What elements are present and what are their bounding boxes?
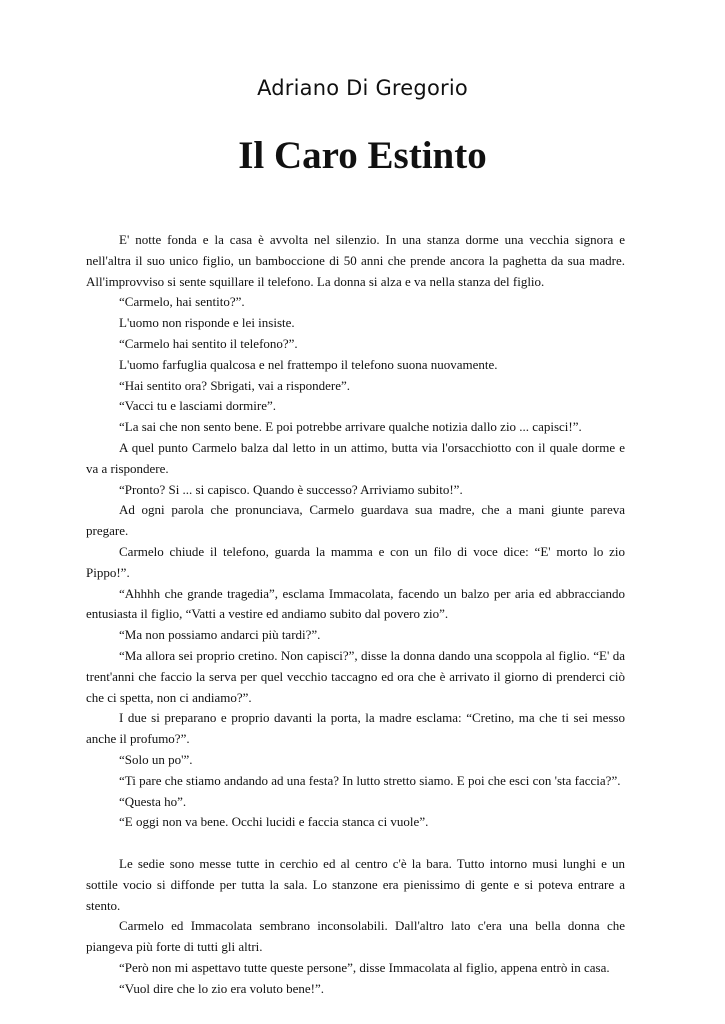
paragraph: “Ma non possiamo andarci più tardi?”. — [119, 627, 321, 643]
paragraph: “Carmelo, hai sentito?”. — [119, 294, 245, 310]
author-name: Adriano Di Gregorio — [257, 76, 468, 100]
paragraph: L'uomo non risponde e lei insiste. — [119, 315, 295, 331]
paragraph: “Pronto? Si ... si capisco. Quando è successo? Arriviamo subito!”. — [119, 481, 463, 497]
story-body — [86, 230, 625, 999]
paragraph: “Ahhhh che grande tragedia”, esclama Immacolata, facendo un balzo per aria ed abbracciando entusiasta il figlio, “Vatti a vestire ed andiamo subito dal povero zio”. — [86, 585, 625, 622]
paragraph: “E oggi non va bene. Occhi lucidi e faccia stanca ci vuole”. — [119, 814, 429, 830]
paragraph: “Ti pare che stiamo andando ad una festa? In lutto stretto siamo. E poi che esci con 'sta faccia?”. — [119, 772, 621, 788]
paragraph-spacer — [86, 833, 625, 854]
paragraph: “La sai che non sento bene. E poi potrebbe arrivare qualche notizia dallo zio ... capisci!”. — [119, 419, 582, 435]
paragraph: “Hai sentito ora? Sbrigati, vai a rispondere”. — [119, 377, 351, 393]
paragraph: “Questa ho”. — [119, 793, 187, 809]
paragraph: “Vuol dire che lo zio era voluto bene!”. — [119, 980, 324, 996]
paragraph: E' notte fonda e la casa è avvolta nel silenzio. In una stanza dorme una vecchia signora e nell'altra il suo unico figlio, un bamboccione di 50 anni che prende ancora la paghetta da sua madre. All'improvviso si sente squillare il telefono. La donna si alza e va nella stanza del figlio. — [86, 232, 625, 289]
paragraph: A quel punto Carmelo balza dal letto in un attimo, butta via l'orsacchiotto con il quale dorme e va a rispondere. — [86, 439, 625, 476]
paragraph: Ad ogni parola che pronunciava, Carmelo guardava sua madre, che a mani giunte pareva pregare. — [86, 502, 625, 539]
paragraph: Carmelo chiude il telefono, guarda la mamma e con un filo di voce dice: “E' morto lo zio Pippo!”. — [86, 543, 625, 580]
paragraph: “Carmelo hai sentito il telefono?”. — [119, 335, 298, 351]
paragraph: “Vacci tu e lasciami dormire”. — [119, 398, 277, 414]
paragraph: “Ma allora sei proprio cretino. Non capisci?”, disse la donna dando una scoppola al figlio. “E' da trent'anni che faccio la serva per quel vecchio taccagno ed ora che è arrivato il giorno di prenderci ciò che ci spetta, non ci andiamo?”. — [86, 647, 625, 705]
paragraph: I due si preparano e proprio davanti la porta, la madre esclama: “Cretino, ma che ti sei messo anche il profumo?”. — [86, 710, 625, 747]
paragraph: “Solo un po'”. — [119, 751, 193, 767]
story-title: Il Caro Estinto — [238, 134, 487, 177]
paragraph: Le sedie sono messe tutte in cerchio ed al centro c'è la bara. Tutto intorno musi lunghi e un sottile vocio si diffonde per tutta la sala. Lo stanzone era pienissimo di gente e si poteva entrare a stento. — [86, 855, 625, 913]
paragraph: Carmelo ed Immacolata sembrano inconsolabili. Dall'altro lato c'era una bella donna che piangeva più forte di tutti gli altri. — [86, 918, 625, 955]
paragraph: L'uomo farfuglia qualcosa e nel frattempo il telefono suona nuovamente. — [119, 356, 498, 372]
paragraph: “Però non mi aspettavo tutte queste persone”, disse Immacolata al figlio, appena entrò in casa. — [119, 959, 610, 975]
